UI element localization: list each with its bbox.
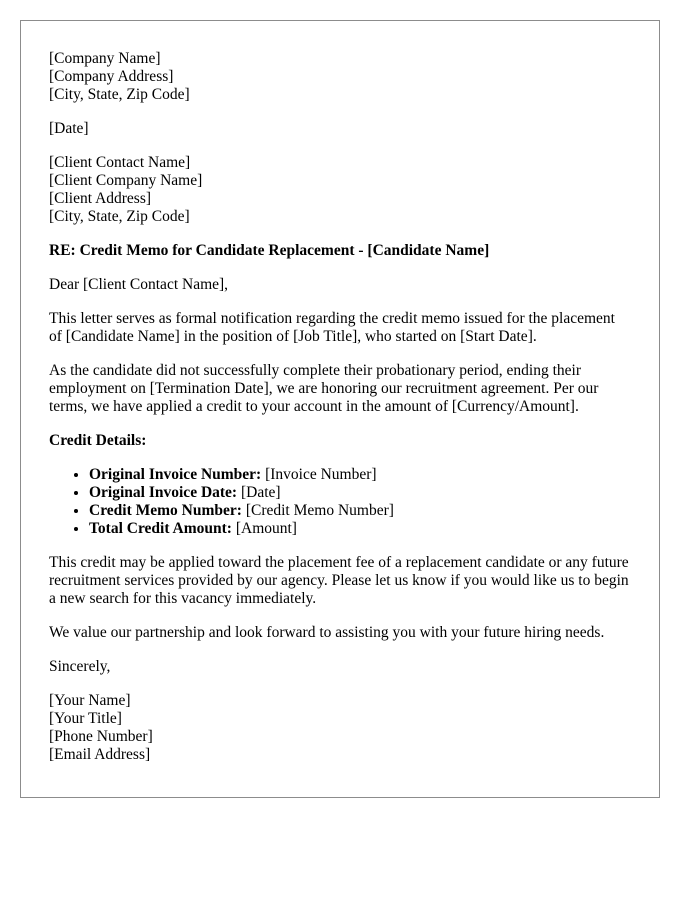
signature-phone: [Phone Number] (49, 728, 153, 745)
body-paragraph-application: This credit may be applied toward the placement fee of a replacement candidate or any future recruitment services provided by our agency. Please let us know if you would like us to begin a new search for this vacancy immediately. (49, 554, 629, 607)
body-paragraph-partnership: We value our partnership and look forward to assisting you with your future hiring needs. (49, 624, 605, 641)
credit-detail-value: [Invoice Number] (261, 466, 377, 483)
sender-company-name: [Company Name] (49, 50, 161, 67)
body-paragraph-notification: This letter serves as formal notification regarding the credit memo issued for the placement of [Candidate Name] in the position of [Job Title], who started on [Start Date]. (49, 310, 615, 345)
recipient-address-line: [Client Address] (49, 190, 152, 207)
credit-detail-value: [Credit Memo Number] (241, 502, 394, 519)
credit-detail-item (89, 520, 631, 538)
credit-detail-value: [Date] (237, 484, 281, 501)
closing: Sincerely, (49, 658, 111, 675)
credit-detail-label: Credit Memo Number: (89, 502, 242, 519)
credit-detail-value: [Amount] (231, 520, 297, 537)
letter (20, 20, 660, 798)
credit-detail-label: Original Invoice Date: (89, 484, 238, 501)
signature-title: [Your Title] (49, 710, 122, 727)
credit-detail-item (89, 502, 631, 520)
credit-details-list (49, 466, 631, 538)
sender-address (49, 50, 631, 104)
recipient-company-name: [Client Company Name] (49, 172, 203, 189)
sender-city-state-zip: [City, State, Zip Code] (49, 86, 190, 103)
recipient-address (49, 154, 631, 226)
subject-line: RE: Credit Memo for Candidate Replacement - [Candidate Name] (49, 242, 490, 259)
body-paragraph-credit: As the candidate did not successfully complete their probationary period, ending their employment on [Termination Date], we are honoring our recruitment agreement. Per our terms, we have applied a credit to your account in the amount of [Currency/Amount]. (49, 362, 599, 415)
salutation: Dear [Client Contact Name], (49, 276, 229, 293)
credit-detail-item (89, 484, 631, 502)
recipient-contact-name: [Client Contact Name] (49, 154, 191, 171)
credit-details-heading: Credit Details: (49, 432, 147, 449)
letter-date: [Date] (49, 120, 89, 137)
credit-detail-label: Original Invoice Number: (89, 466, 262, 483)
credit-detail-label: Total Credit Amount: (89, 520, 232, 537)
recipient-city-state-zip: [City, State, Zip Code] (49, 208, 190, 225)
credit-detail-item (89, 466, 631, 484)
signature-name: [Your Name] (49, 692, 131, 709)
signature-email: [Email Address] (49, 746, 151, 763)
sender-company-address: [Company Address] (49, 68, 174, 85)
signature-block (49, 692, 631, 764)
